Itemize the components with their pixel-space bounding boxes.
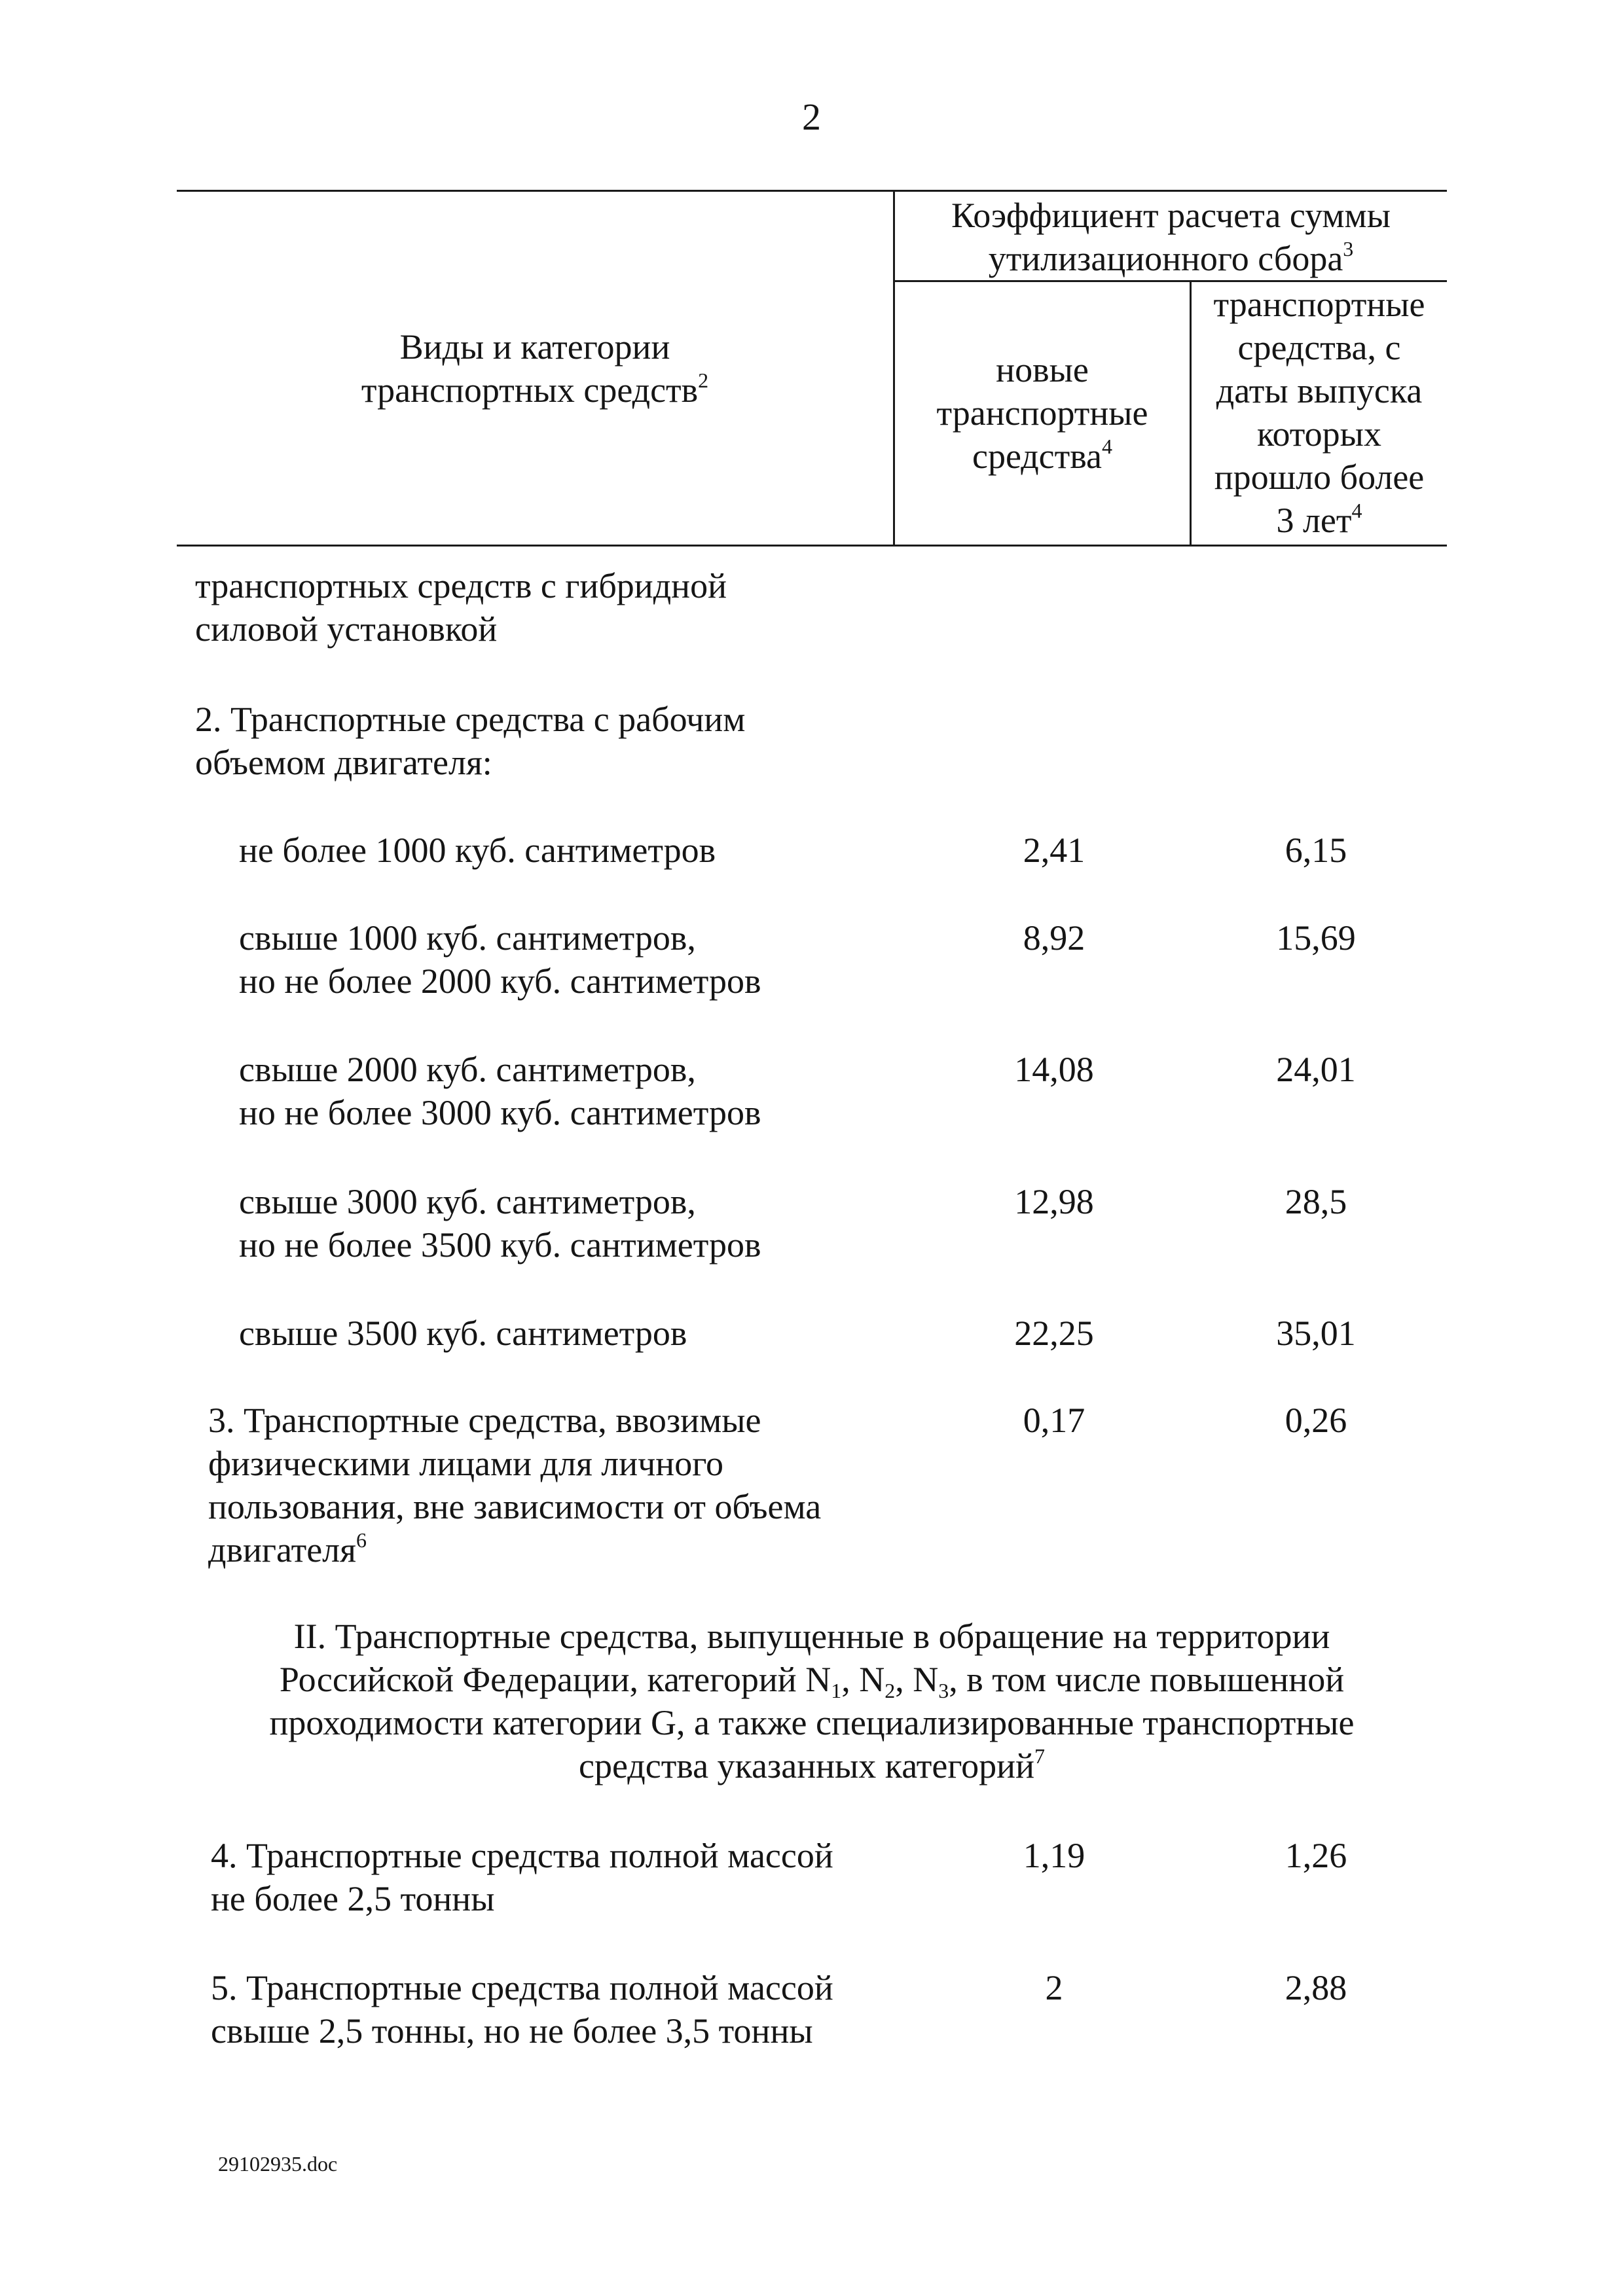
value-old: 28,5 (1285, 1182, 1347, 1221)
table-row (239, 1180, 761, 1266)
section-heading-text: средства указанных категорий (579, 1746, 1034, 1785)
value-old: 6,15 (1285, 831, 1347, 870)
section-heading-line (177, 1744, 1447, 1787)
value-old: 24,01 (1276, 1050, 1356, 1089)
table-row (208, 1399, 821, 1571)
footnote-ref: 6 (356, 1528, 367, 1552)
header-col-old-line: средства, с (1237, 328, 1401, 367)
header-col-types (177, 325, 893, 412)
row-label-line (208, 1528, 821, 1571)
footnote-ref: 7 (1034, 1744, 1045, 1768)
table-row (239, 916, 761, 1003)
header-group-text: утилизационного сбора (988, 239, 1343, 278)
row-label-line: 2. Транспортные средства с рабочим (195, 700, 746, 739)
row-label-line: не более 1000 куб. сантиметров (239, 831, 716, 870)
value-new: 0,17 (1023, 1401, 1085, 1440)
header-col-new-line: новые (996, 350, 1089, 389)
section-heading-text: , N (895, 1660, 939, 1699)
row-label-line: не более 2,5 тонны (211, 1879, 495, 1918)
value-new: 2,41 (1023, 831, 1085, 870)
category-subscript: 1 (831, 1679, 842, 1702)
header-col-new-line: транспортные (936, 393, 1148, 433)
row-label-line: транспортных средств с гибридной (195, 566, 727, 605)
header-group-line: Коэффициент расчета суммы (951, 196, 1391, 235)
header-col-old-line: которых (1257, 414, 1381, 454)
group-header-rule (894, 280, 1447, 282)
row-label-line: пользования, вне зависимости от объема (208, 1487, 822, 1526)
row-label-line: свыше 1000 куб. сантиметров, (239, 918, 696, 958)
row-label-line: свыше 3000 куб. сантиметров, (239, 1182, 696, 1221)
page-number: 2 (802, 96, 821, 138)
value-new: 12,98 (1014, 1182, 1094, 1221)
value-old: 0,26 (1285, 1401, 1347, 1440)
row-label-line: 4. Транспортные средства полной массой (211, 1836, 833, 1875)
value-new: 8,92 (1023, 918, 1085, 958)
category-subscript: 2 (884, 1679, 896, 1702)
header-col-old-text: 3 лет (1276, 501, 1352, 540)
row-label-line: свыше 2000 куб. сантиметров, (239, 1050, 696, 1089)
section-heading-text: , в том числе повышенной (949, 1660, 1345, 1699)
footnote-ref: 4 (1351, 499, 1362, 522)
section-heading (177, 1615, 1447, 1787)
section-heading-text: , N (841, 1660, 885, 1699)
category-subscript: 3 (938, 1679, 949, 1702)
table-top-rule (177, 190, 1447, 192)
row-label-line: но не более 3500 куб. сантиметров (239, 1225, 761, 1265)
header-col-new-text: средства (972, 437, 1103, 476)
section-heading-line (177, 1658, 1447, 1701)
row-label-line: свыше 3500 куб. сантиметров (239, 1314, 687, 1353)
row-label-line: объемом двигателя: (195, 743, 492, 782)
header-col-old-line: даты выпуска (1216, 371, 1423, 410)
header-bottom-rule (177, 545, 1447, 547)
value-new: 2 (1045, 1968, 1063, 2007)
section-heading-line: II. Транспортные средства, выпущенные в обращение на территории (293, 1617, 1330, 1656)
section-heading-text: Российской Федерации, категорий N (279, 1660, 831, 1699)
table-row (239, 1312, 687, 1355)
row-label-line: 3. Транспортные средства, ввозимые (208, 1401, 761, 1440)
value-new: 1,19 (1023, 1836, 1085, 1875)
value-new: 22,25 (1014, 1314, 1094, 1353)
value-old: 2,88 (1285, 1968, 1347, 2007)
header-col-types-text: транспортных средств (361, 370, 699, 410)
row-label-line: но не более 3000 куб. сантиметров (239, 1093, 761, 1132)
footnote-ref: 2 (698, 368, 709, 392)
table-row (211, 1834, 833, 1920)
value-old: 15,69 (1276, 918, 1356, 958)
value-old: 1,26 (1285, 1836, 1347, 1875)
header-group-coefficient (895, 194, 1447, 280)
table-row (211, 1966, 833, 2053)
header-col-new (895, 348, 1190, 478)
table-row (239, 829, 716, 872)
table-row (195, 698, 745, 784)
header-group-line (895, 237, 1447, 280)
row-label-line: но не более 2000 куб. сантиметров (239, 961, 761, 1001)
table-row (239, 1048, 761, 1134)
row-label-text: двигателя (208, 1530, 356, 1570)
section-heading-line: проходимости категории G, а также специализированные транспортные (269, 1703, 1355, 1742)
row-label-line: свыше 2,5 тонны, но не более 3,5 тонны (211, 2011, 813, 2051)
header-col-new-line (895, 435, 1190, 478)
footer-filename: 29102935.doc (218, 2152, 338, 2176)
header-col-types-line: Виды и категории (399, 327, 670, 367)
header-col-old-line: прошло более (1214, 457, 1425, 497)
value-old: 35,01 (1276, 1314, 1356, 1353)
row-label-line: силовой установкой (195, 609, 498, 649)
header-col-types-line (177, 368, 893, 412)
footnote-ref: 4 (1102, 435, 1113, 458)
footnote-ref: 3 (1343, 237, 1354, 260)
row-label-line: физическими лицами для личного (208, 1444, 724, 1483)
value-new: 14,08 (1014, 1050, 1094, 1089)
row-label-line: 5. Транспортные средства полной массой (211, 1968, 833, 2007)
header-col-old-line: транспортные (1213, 285, 1425, 324)
header-col-old-line (1192, 499, 1447, 542)
table-row (195, 564, 727, 651)
header-col-old (1192, 283, 1447, 542)
